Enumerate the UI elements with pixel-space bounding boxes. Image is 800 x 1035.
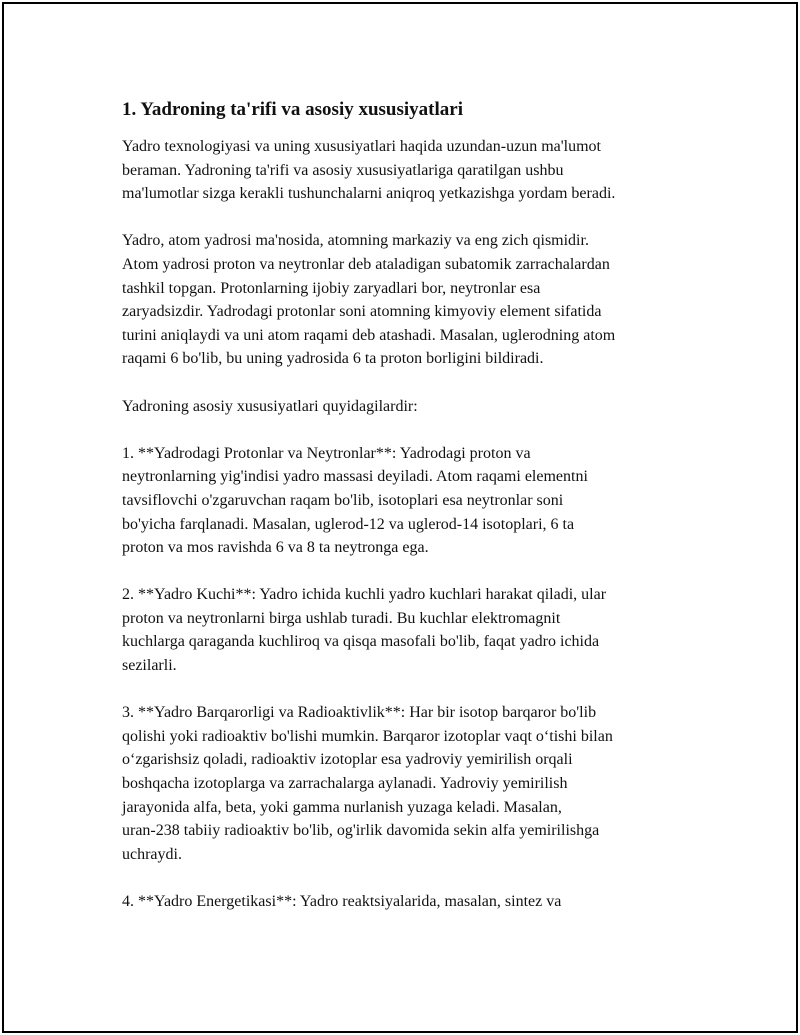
text-line: proton va mos ravishda 6 va 8 ta neytronga ega. (122, 539, 429, 557)
text-line: uran-238 tabiiy radioaktiv bo'lib, og'irlik davomida sekin alfa yemirilishga (122, 822, 600, 840)
text-line: beraman. Yadroning ta'rifi va asosiy xususiyatlariga qaratilgan ushbu (122, 161, 564, 179)
text-line: 4. **Yadro Energetikasi**: Yadro reaktsiyalarida, masalan, sintez va (122, 893, 562, 910)
text-line: Yadro texnologiyasi va uning xususiyatlari haqida uzundan-uzun ma'lumot (122, 138, 601, 155)
text-line: tavsiflovchi o'zgaruvchan raqam bo'lib, isotoplari esa neytronlar soni (122, 491, 564, 509)
text-line: 3. **Yadro Barqarorligi va Radioaktivlik**: Har bir isotop barqaror bo'lib (122, 704, 597, 722)
paragraph (122, 135, 702, 206)
page-frame (2, 2, 798, 1033)
text-line: turini aniqlaydi va uni atom raqami deb atashadi. Masalan, uglerodning atom (122, 326, 616, 344)
text-line: raqami 6 bo'lib, bu uning yadrosida 6 ta proton borligini bildiradi. (122, 350, 544, 368)
text-line: kuchlarga qaraganda kuchliroq va qisqa masofali bo'lib, faqat yadro ichida (122, 633, 600, 651)
text-line: o‘zgarishsiz qoladi, radioaktiv izotoplar esa yadroviy yemirilish orqali (122, 751, 573, 769)
document-body (122, 98, 702, 937)
section-heading: 1. Yadroning ta'rifi va asosiy xususiyatlari (122, 99, 463, 120)
text-line: sezilarli. (122, 657, 177, 675)
paragraph (122, 442, 702, 560)
paragraph (122, 229, 702, 371)
text-line: qolishi yoki radioaktiv bo'lishi mumkin. Barqaror izotoplar vaqt o‘tishi bilan (122, 727, 613, 745)
text-line: zaryadsizdir. Yadrodagi protonlar soni atomning kimyoviy element sifatida (122, 303, 602, 321)
text-line: bo'yicha farqlanadi. Masalan, uglerod-12 va uglerod-14 isotoplari, 6 ta (122, 515, 575, 533)
text-line: jarayonida alfa, beta, yoki gamma nurlanish yuzaga keladi. Masalan, (122, 798, 562, 816)
paragraph (122, 395, 702, 419)
text-line: Yadro, atom yadrosi ma'nosida, atomning markaziy va eng zich qismidir. (122, 232, 589, 250)
text-line: tashkil topgan. Protonlarning ijobiy zaryadlari bor, neytronlar esa (122, 279, 541, 297)
text-line: boshqacha izotoplarga va zarrachalarga aylanadi. Yadroviy yemirilish (122, 775, 568, 793)
text-line: uchraydi. (122, 845, 182, 863)
text-line: Atom yadrosi proton va neytronlar deb ataladigan subatomik zarrachalardan (122, 255, 610, 273)
text-line: proton va neytronlarni birga ushlab turadi. Bu kuchlar elektromagnit (122, 609, 561, 627)
text-line: 1. **Yadrodagi Protonlar va Neytronlar**: Yadrodagi proton va (122, 444, 531, 462)
paragraph (122, 890, 702, 914)
paragraph (122, 583, 702, 677)
paragraph-list (122, 135, 702, 914)
text-line: ma'lumotlar sizga kerakli tushunchalarni aniqroq yetkazishga yordam beradi. (122, 185, 616, 203)
text-line: neytronlarning yig'indisi yadro massasi deyiladi. Atom raqami elementni (122, 468, 588, 486)
text-line: 2. **Yadro Kuchi**: Yadro ichida kuchli yadro kuchlari harakat qiladi, ular (122, 586, 607, 604)
text-line: Yadroning asosiy xususiyatlari quyidagilardir: (122, 397, 418, 415)
paragraph (122, 701, 702, 866)
